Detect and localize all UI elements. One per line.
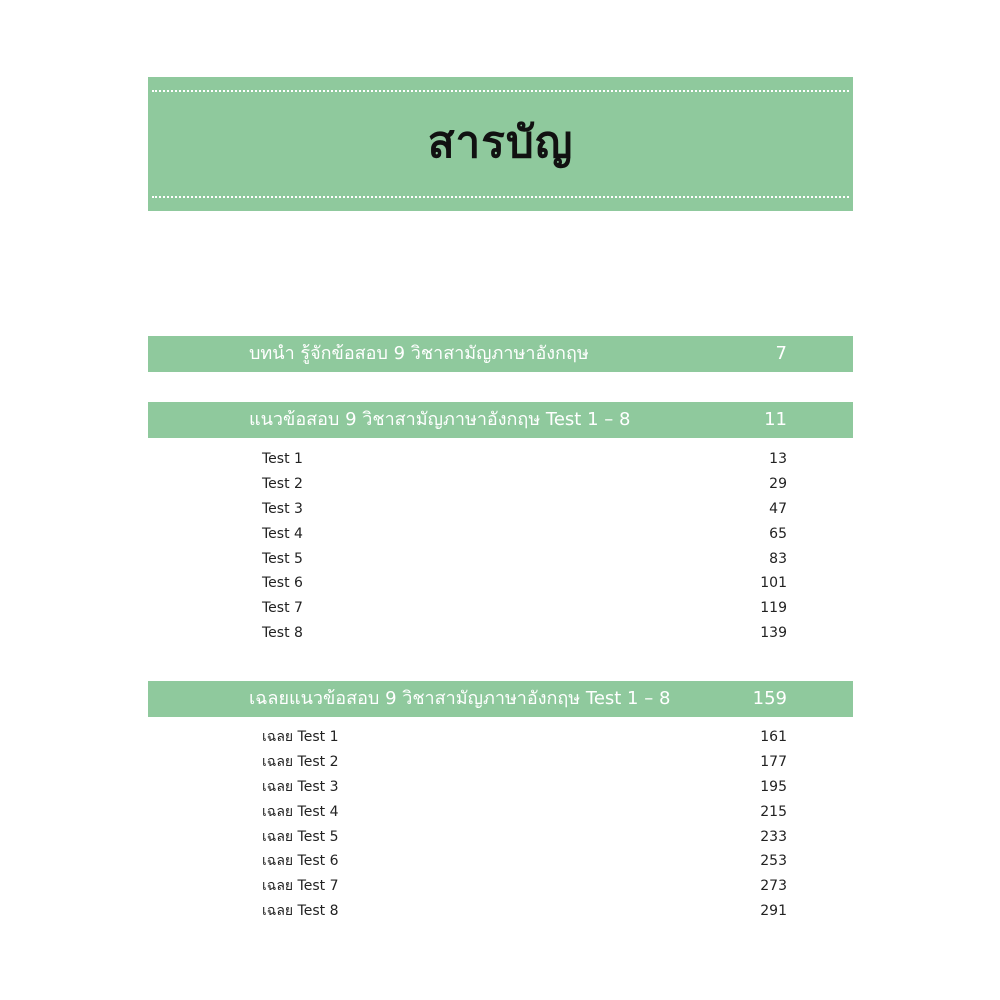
entry-page-number: 65	[769, 525, 787, 542]
toc-entry[interactable]	[262, 447, 787, 472]
entry-page-number: 161	[760, 729, 787, 745]
entry-label: เฉลย Test 7	[262, 878, 339, 895]
toc-entry[interactable]	[262, 571, 787, 596]
entry-page-number: 13	[769, 451, 787, 467]
entry-label: เฉลย Test 3	[262, 778, 339, 795]
section-label: เฉลยแนวข้อสอบ 9 วิชาสามัญภาษาอังกฤษ Test 1 – 8	[249, 688, 671, 709]
section-page-number: 11	[764, 409, 787, 430]
toc-entry[interactable]	[262, 750, 787, 775]
entry-page-number: 253	[760, 853, 787, 870]
toc-entry[interactable]	[262, 472, 787, 497]
toc-entry[interactable]	[262, 874, 787, 899]
entry-page-number: 83	[769, 550, 787, 567]
title-band	[148, 77, 853, 211]
section-page-number: 7	[775, 343, 787, 364]
entry-page-number: 139	[760, 625, 787, 642]
entry-label: เฉลย Test 1	[262, 729, 339, 745]
entry-page-number: 101	[760, 575, 787, 592]
section-label: แนวข้อสอบ 9 วิชาสามัญภาษาอังกฤษ Test 1 – 8	[249, 409, 631, 430]
entry-label: เฉลย Test 4	[262, 803, 339, 820]
test-entries-list	[262, 447, 787, 646]
entry-label: Test 8	[262, 625, 303, 642]
page-title: สารบัญ	[427, 117, 574, 168]
entry-label: เฉลย Test 6	[262, 853, 339, 870]
entry-page-number: 273	[760, 878, 787, 895]
entry-label: เฉลย Test 2	[262, 753, 339, 770]
answer-entries-list	[262, 725, 787, 924]
entry-page-number: 47	[769, 500, 787, 517]
entry-label: Test 4	[262, 525, 303, 542]
entry-page-number: 119	[760, 600, 787, 617]
toc-entry[interactable]	[262, 547, 787, 572]
entry-label: Test 1	[262, 451, 303, 467]
entry-label: Test 3	[262, 500, 303, 517]
entry-label: Test 6	[262, 575, 303, 592]
toc-entry[interactable]	[262, 497, 787, 522]
toc-entry[interactable]	[262, 825, 787, 850]
section-label: บทนำ รู้จักข้อสอบ 9 วิชาสามัญภาษาอังกฤษ	[249, 343, 589, 364]
toc-section-intro[interactable]	[148, 336, 853, 372]
entry-label: Test 5	[262, 550, 303, 567]
toc-entry[interactable]	[262, 621, 787, 646]
toc-entry[interactable]	[262, 800, 787, 825]
entry-label: เฉลย Test 8	[262, 903, 339, 920]
dotted-divider-bottom	[152, 196, 849, 198]
toc-section-tests[interactable]	[148, 402, 853, 438]
entry-page-number: 291	[760, 903, 787, 920]
entry-label: Test 7	[262, 600, 303, 617]
toc-entry[interactable]	[262, 899, 787, 924]
entry-page-number: 29	[769, 475, 787, 492]
dotted-divider-top	[152, 90, 849, 92]
entry-page-number: 177	[760, 753, 787, 770]
toc-section-answers[interactable]	[148, 681, 853, 717]
toc-entry[interactable]	[262, 596, 787, 621]
toc-entry[interactable]	[262, 725, 787, 750]
entry-page-number: 215	[760, 803, 787, 820]
section-page-number: 159	[752, 688, 787, 709]
toc-entry[interactable]	[262, 522, 787, 547]
entry-page-number: 233	[760, 828, 787, 845]
entry-page-number: 195	[760, 778, 787, 795]
entry-label: Test 2	[262, 475, 303, 492]
toc-entry[interactable]	[262, 775, 787, 800]
entry-label: เฉลย Test 5	[262, 828, 339, 845]
toc-entry[interactable]	[262, 849, 787, 874]
